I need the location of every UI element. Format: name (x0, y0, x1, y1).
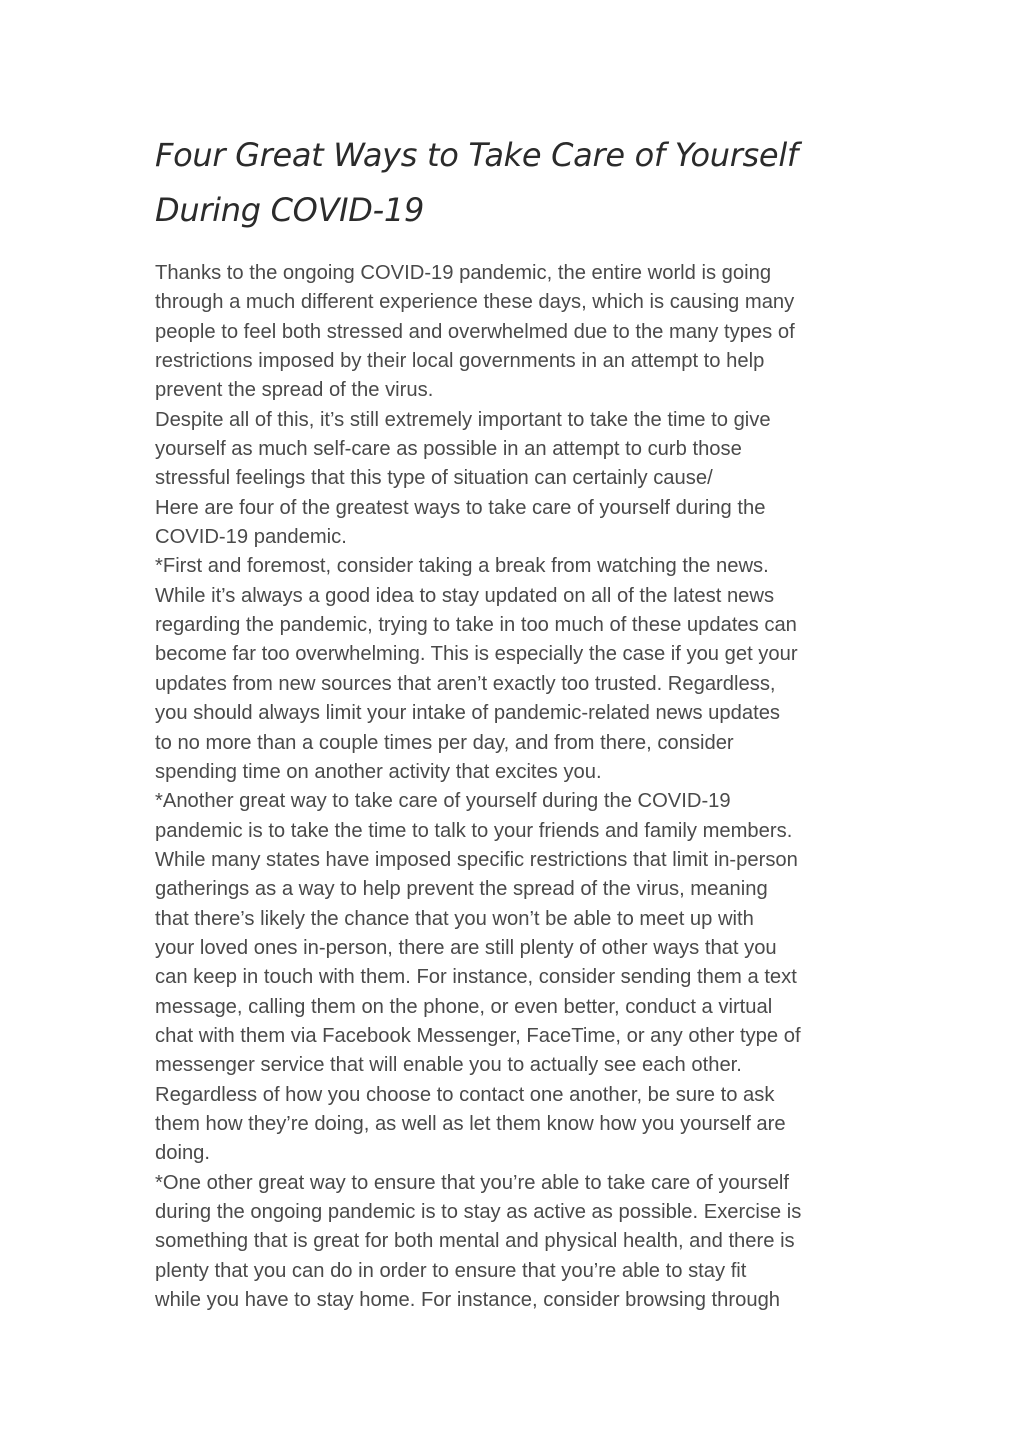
paragraph-self-care: Despite all of this, it’s still extremely important to take the time to give yourself as much self-care as possible in an attempt to curb those stressful feelings that this type of situation can certainly cause/ (155, 408, 771, 490)
document-body (155, 259, 875, 1315)
paragraph-four-ways: Here are four of the greatest ways to take care of yourself during the COVID-19 pandemic. (155, 496, 766, 549)
paragraph-news-break: *First and foremost, consider taking a break from watching the news. While it’s always a good idea to stay updated on all of the latest news regarding the pandemic, trying to take in too much of these updates can become far too overwhelming. This is especially the case if you get your updates from new sources that aren’t exactly too trusted. Regardless, you should always limit your intake of pandemic-related news updates to no more than a couple times per day, and from there, consider spending time on another activity that excites you. (155, 555, 798, 783)
document-page (155, 128, 875, 1315)
document-title: Four Great Ways to Take Care of Yourself During COVID-19 (155, 136, 798, 229)
paragraph-stay-active: *One other great way to ensure that you’re able to take care of yourself during the ongoing pandemic is to stay as active as possible. Exercise is something that is great for both mental and physical health, and there is plenty that you can do in order to ensure that you’re able to stay fit while you have to stay home. For instance, consider browsing through (155, 1171, 802, 1312)
paragraph-friends-family: *Another great way to take care of yourself during the COVID-19 pandemic is to take the time to talk to your friends and family members. While many states have imposed specific restrictions that limit in-person gatherings as a way to help prevent the spread of the virus, meaning that there’s likely the chance that you won’t be able to meet up with your loved ones in-person, there are still plenty of other ways that you can keep in touch with them. For instance, consider sending them a text message, calling them on the phone, or even better, conduct a virtual chat with them via Facebook Messenger, FaceTime, or any other type of messenger service that will enable you to actually see each other. Regardless of how you choose to contact one another, be sure to ask them how they’re doing, as well as let them know how you yourself are doing. (155, 790, 801, 1165)
paragraph-intro: Thanks to the ongoing COVID-19 pandemic, the entire world is going through a much different experience these days, which is causing many people to feel both stressed and overwhelmed due to the many types of restrictions imposed by their local governments in an attempt to help prevent the spread of the virus. (155, 262, 795, 402)
